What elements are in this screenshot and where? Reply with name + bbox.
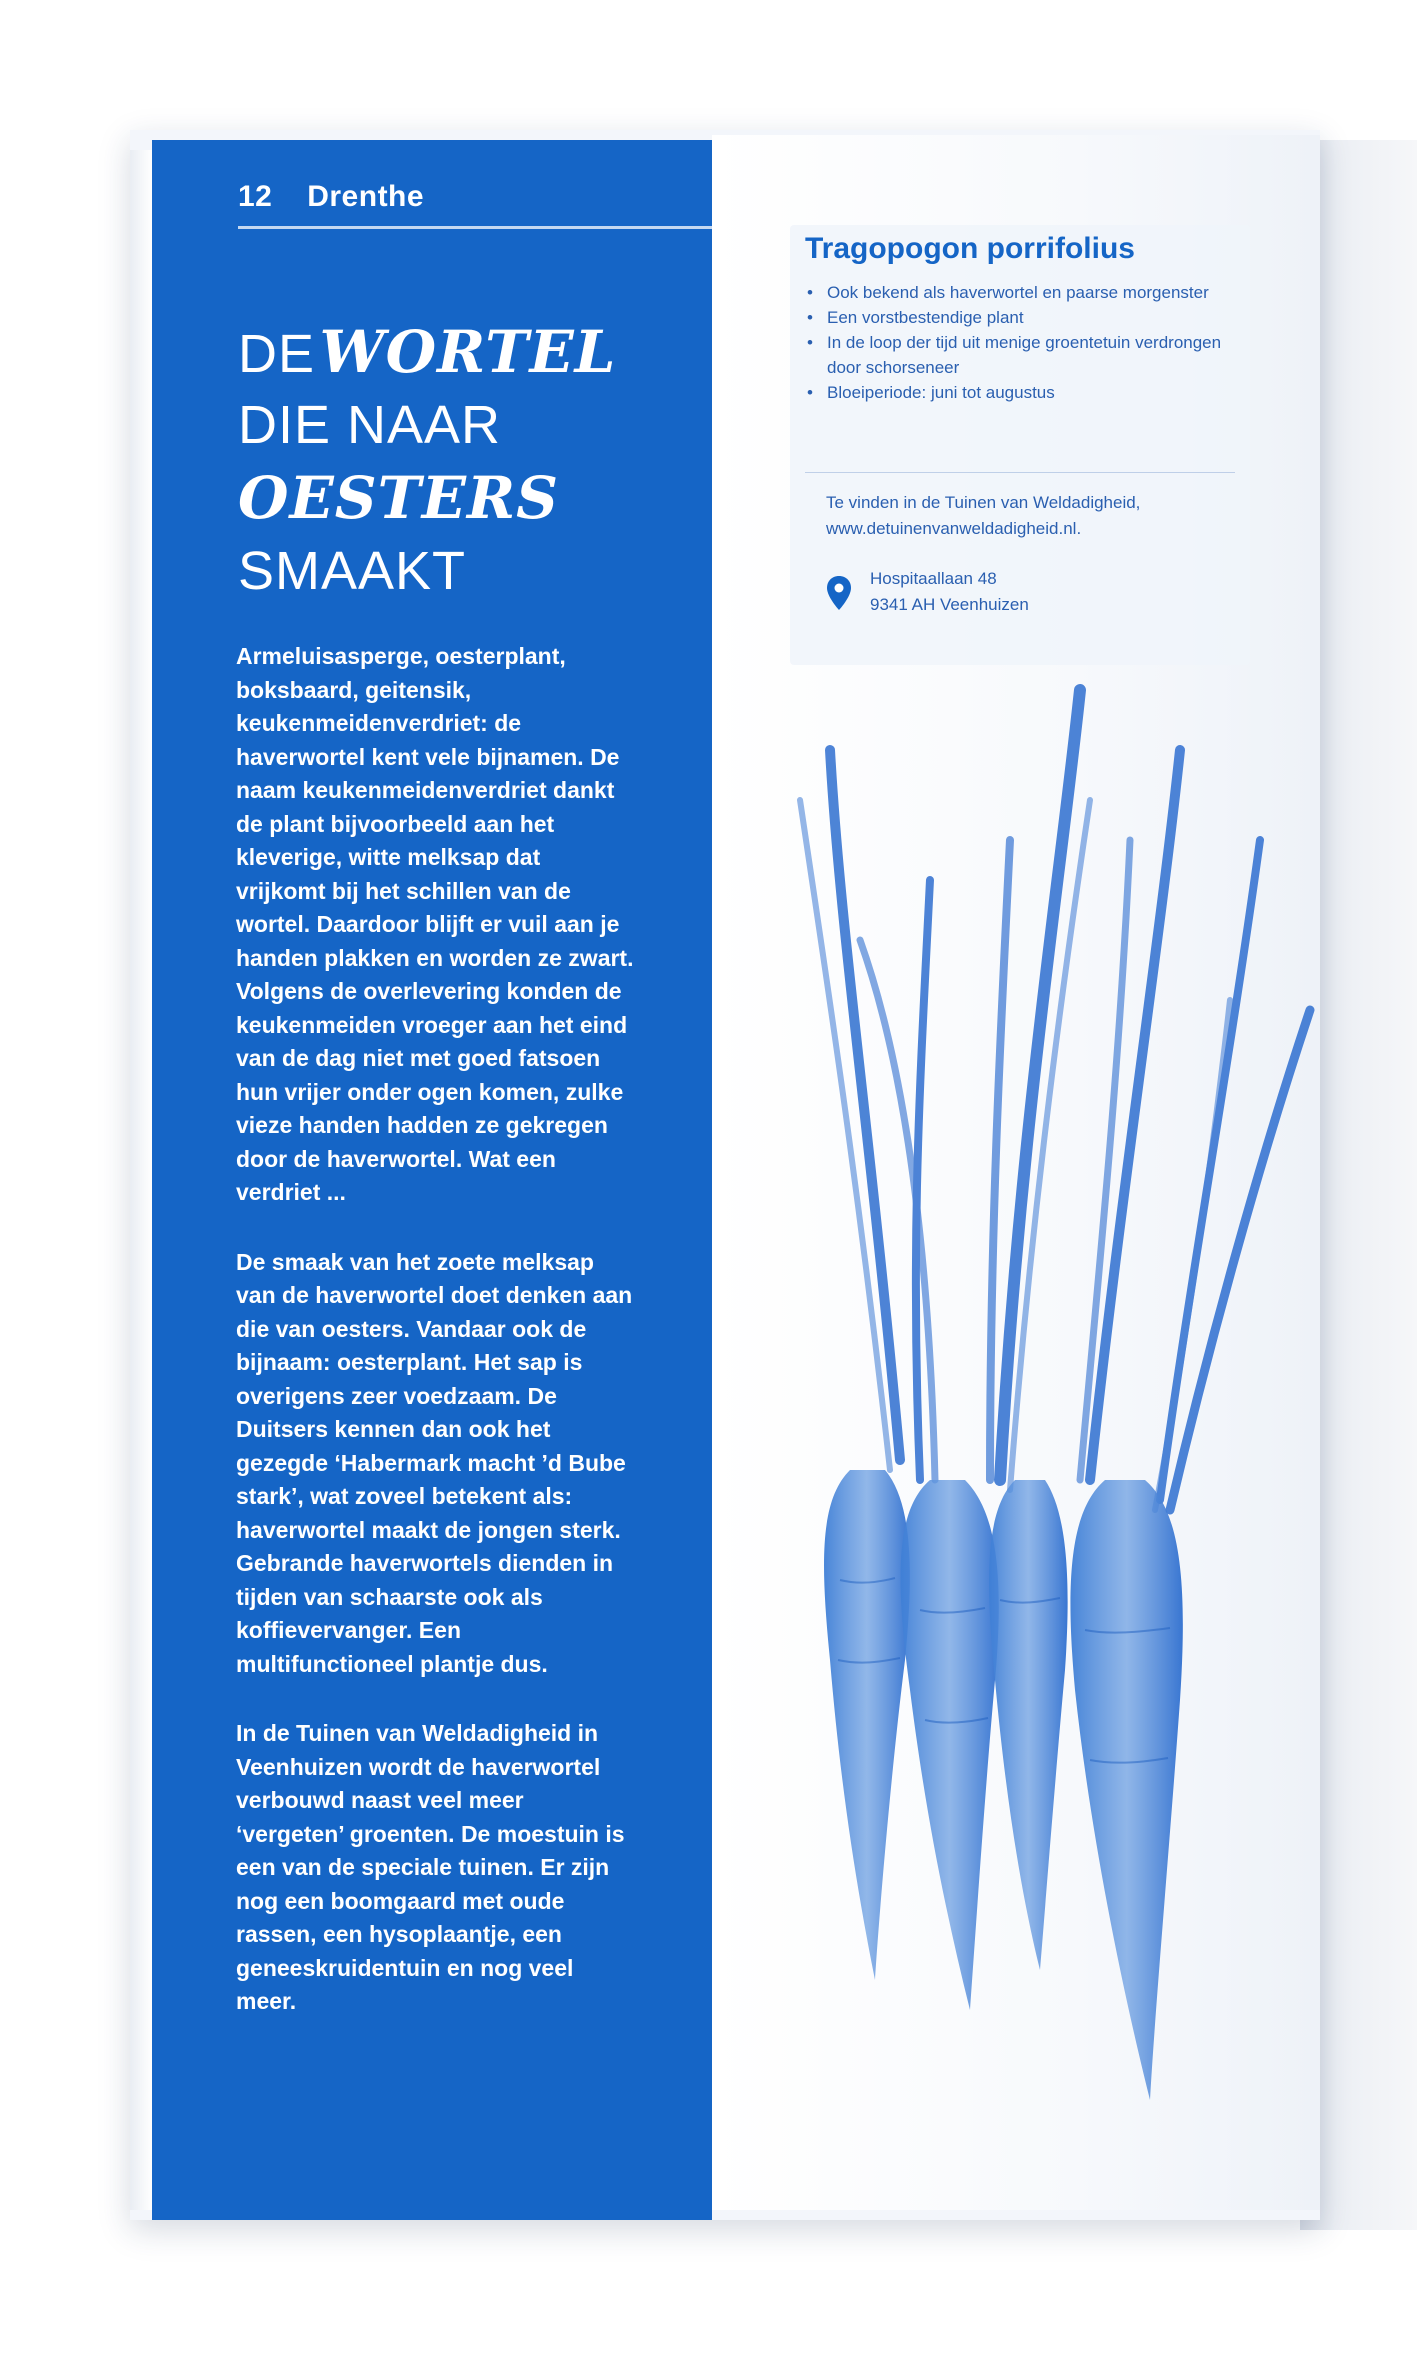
list-item: • In de loop der tijd uit menige groentetuin verdrongen door schorseneer [805, 330, 1245, 380]
section-name: Drenthe [307, 180, 425, 213]
title-word-smaakt: SMAAKT [238, 541, 467, 601]
title-word-wortel: WORTEL [319, 318, 617, 386]
page-number: 12 [238, 180, 273, 213]
paragraph: De smaak van het zoete melksap van de haverwortel doet denken aan die van oesters. Vandaar ook de bijnaam: oesterplant. Het sap is overigens zeer voedzaam. De Duitsers kennen dan ook het gezegde ‘Habermark macht ’d Bube stark’, wat zoveel betekent als: haverwortel maakt de jongen sterk. Gebrande haverwortels dienden in tijden van schaarste ook als koffievervanger. Een multifunctioneel plantje dus. [236, 1248, 633, 1677]
booklet-spine-edge [130, 150, 152, 2210]
info-box-title: Tragopogon porrifolius [805, 232, 1135, 265]
article-title [238, 318, 616, 610]
paragraph: Armeluisasperge, oesterplant, boksbaard, geitensik, keukenmeidenverdriet: de haverwortel kent vele bijnamen. De naam keukenmeidenverdriet dankt de plant bijvoorbeeld aan het kleverige, witte melksap dat vrijkomt bij het schillen van de wortel. Daardoor blijft er vuil aan je handen plakken en worden ze zwart. Volgens de overlevering konden de keukenmeiden vroeger aan het eind van de dag niet met goed fatsoen hun vrijer onder ogen komen, zulke vieze handen hadden ze gekregen door de haverwortel. Wat een verdriet ... [236, 643, 634, 1205]
header-rule [238, 226, 712, 229]
watercolor-carrot-icon [760, 680, 1320, 2180]
title-line-die-naar: DIE NAAR [238, 395, 502, 455]
address-street: Hospitaallaan 48 [870, 569, 997, 588]
info-bullet-list [805, 280, 1245, 405]
address-city: 9341 AH Veenhuizen [870, 595, 1029, 614]
info-location-text: Te vinden in de Tuinen van Weldadigheid, www.detuinenvanweldadigheid.nl. [826, 493, 1141, 538]
list-item: • Bloeiperiode: juni tot augustus [805, 380, 1245, 405]
paragraph: In de Tuinen van Weldadigheid in Veenhuizen wordt de haverwortel verbouwd naast veel meer ‘vergeten’ groenten. De moestuin is een van de speciale tuinen. Er zijn nog een boomgaard met oude rassen, een hysoplaantje, een geneeskruidentuin en nog veel meer. [236, 1720, 625, 2014]
title-word-de: DE [238, 324, 316, 384]
list-item: • Ook bekend als haverwortel en paarse morgenster [805, 280, 1245, 305]
title-word-oesters: OESTERS [238, 464, 560, 532]
article-body [236, 640, 636, 2055]
info-address [870, 566, 1029, 618]
info-divider [805, 472, 1235, 473]
location-pin-icon [826, 575, 852, 611]
page-header [238, 180, 424, 214]
list-item: • Een vorstbestendige plant [805, 305, 1245, 330]
